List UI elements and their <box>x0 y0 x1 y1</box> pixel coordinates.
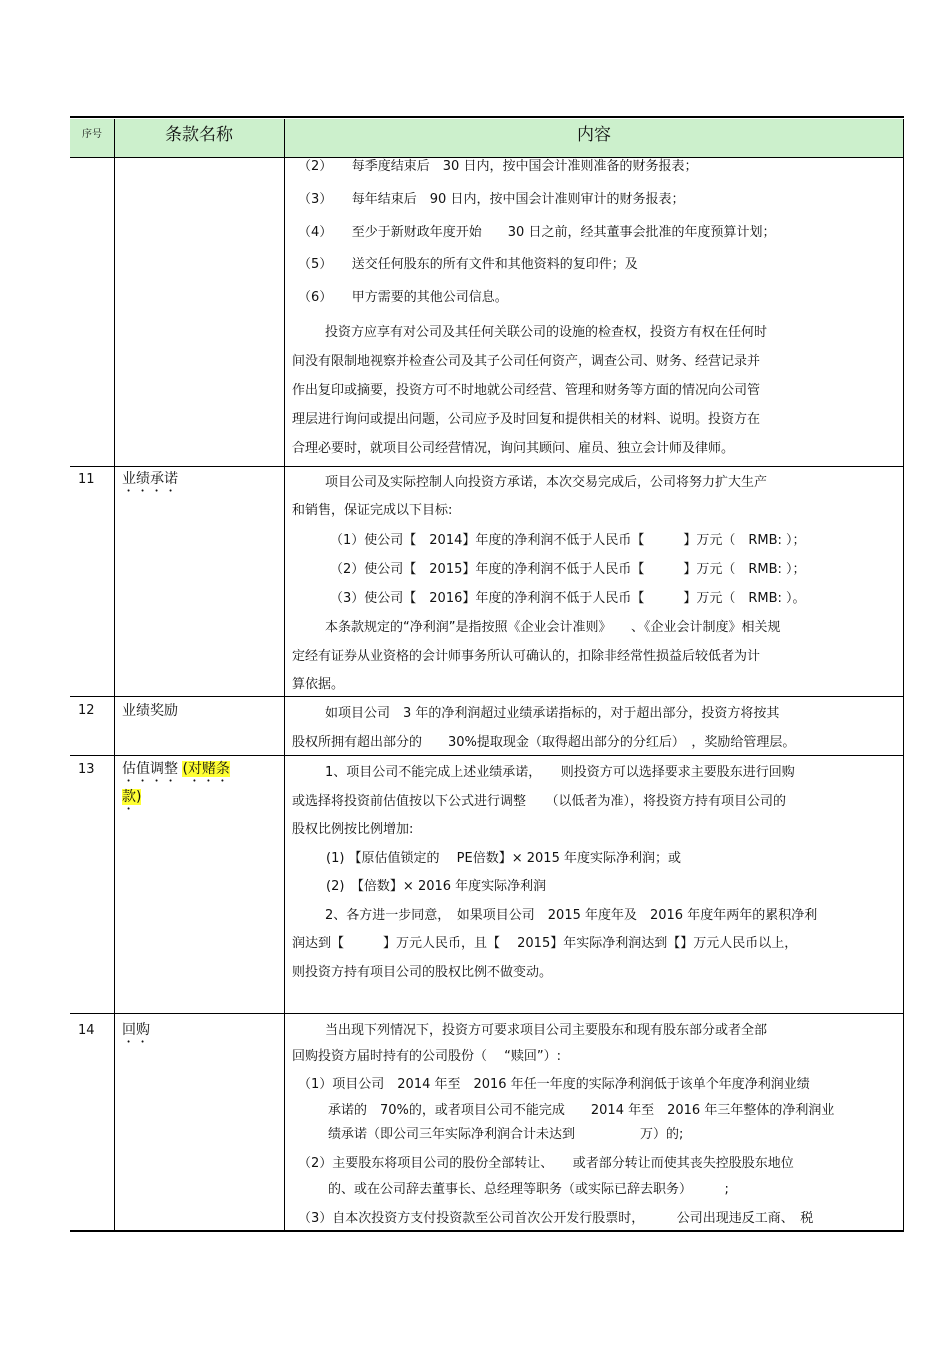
content-line: 投资方应享有对公司及其任何关联公司的设施的检查权，投资方有权在任何时 <box>325 325 768 340</box>
clause-name-highlight: 款) <box>122 789 142 805</box>
content-line: 股权所拥有超出部分的 30%提取现金（取得超出部分的分红后） ，奖励给管理层。 <box>292 735 796 750</box>
content-line: 当出现下列情况下，投资方可要求项目公司主要股东和现有股东部分或者全部 <box>325 1023 768 1038</box>
content-line: （3） 每年结束后 90 日内，按中国会计准则审计的财务报表； <box>298 192 685 207</box>
content-line: （5） 送交任何股东的所有文件和其他资料的复印件；及 <box>298 257 638 272</box>
content-line: 理层进行询问或提出问题，公司应予及时回复和提供相关的材料、说明。投资方在 <box>292 412 761 427</box>
row-divider <box>70 696 904 697</box>
row-number: 14 <box>78 1023 95 1038</box>
content-line: 2、各方进一步同意， 如果项目公司 2015 年度年及 2016 年度年两年的累积净利 <box>325 908 818 923</box>
content-line: 定经有证券从业资格的会计师事务所认可确认的，扣除非经常性损益后较低者为计 <box>292 649 761 664</box>
row-number: 13 <box>78 762 95 777</box>
row-divider <box>70 1013 904 1014</box>
content-line: 或选择将投资前估值按以下公式进行调整 （以低者为准），将投资方持有项目公司的 <box>292 794 787 809</box>
content-line: （4） 至少于新财政年度开始 30 日之前，经其董事会批准的年度预算计划； <box>298 225 776 240</box>
content-line: 润达到【 】万元人民币，且【 2015】年实际净利润达到【】万元人民币以上， <box>292 936 798 951</box>
header-clause-name: 条款名称 <box>165 125 233 145</box>
clause-name <box>122 760 230 785</box>
row-number: 12 <box>78 703 95 718</box>
clause-name-text: 估值调整 <box>122 761 178 777</box>
clause-name-continued <box>122 788 141 813</box>
content-line: 股权比例按比例增加: <box>292 822 414 837</box>
header-content: 内容 <box>577 125 611 145</box>
clause-name-highlight: (对赌条 <box>182 761 230 777</box>
column-divider <box>114 119 115 1230</box>
content-line: 合理必要时，就项目公司经营情况，询问其顾问、雇员、独立会计师及律师。 <box>292 441 735 456</box>
clause-name: 业绩奖励 <box>122 703 178 719</box>
content-line: （3）自本次投资方支付投资款至公司首次公开发行股票时， 公司出现违反工商、 税 <box>298 1211 814 1226</box>
content-line: (2) 【倍数】× 2016 年度实际净利润 <box>326 879 547 894</box>
content-line: （3）使公司【 2016】年度的净利润不低于人民币【 】万元（ RMB: ）。 <box>330 591 806 606</box>
content-line: 和销售，保证完成以下目标: <box>292 503 453 518</box>
header-number: 序号 <box>82 129 102 140</box>
content-line: 本条款规定的“净利润”是指按照《企业会计准则》 、《企业会计制度》相关规 <box>325 620 781 635</box>
table-top-border <box>70 116 904 118</box>
content-line: 则投资方持有项目公司的股权比例不做变动。 <box>292 965 553 980</box>
column-divider <box>284 119 285 1230</box>
table-right-border <box>903 119 904 1230</box>
content-line: （6） 甲方需要的其他公司信息。 <box>298 290 508 305</box>
content-line: 间没有限制地视察并检查公司及其子公司任何资产，调查公司、财务、经营记录并 <box>292 354 761 369</box>
content-line: 1、项目公司不能完成上述业绩承诺， 则投资方可以选择要求主要股东进行回购 <box>325 765 795 780</box>
content-line: 算依据。 <box>292 677 345 692</box>
content-line: 项目公司及实际控制人向投资方承诺，本次交易完成后，公司将努力扩大生产 <box>325 475 768 490</box>
content-line: （2）使公司【 2015】年度的净利润不低于人民币【 】万元（ RMB: ）； <box>330 562 806 577</box>
table-bottom-border <box>70 1230 904 1232</box>
content-line: （1）使公司【 2014】年度的净利润不低于人民币【 】万元（ RMB: ）； <box>330 533 806 548</box>
content-line: 的、或在公司辞去董事长、总经理等职务（或实际已辞去职务） ; <box>328 1182 729 1197</box>
content-line: （1）项目公司 2014 年至 2016 年任一年度的实际净利润低于该单个年度净利润业绩 <box>298 1077 810 1092</box>
content-line: 回购投资方届时持有的公司股份（ “赎回”）: <box>292 1049 561 1064</box>
content-line: (1) 【原估值锁定的 PE倍数】× 2015 年度实际净利润；或 <box>326 851 681 866</box>
clause-name: 业绩承诺 <box>122 471 178 487</box>
row-divider <box>70 466 904 467</box>
row-divider <box>70 755 904 756</box>
clause-name: 回购 <box>122 1022 150 1038</box>
row-number: 11 <box>78 472 95 487</box>
content-line: 作出复印或摘要，投资方可不时地就公司经营、管理和财务等方面的情况向公司管 <box>292 383 761 398</box>
content-line: 绩承诺（即公司三年实际净利润合计未达到 万）的; <box>328 1127 684 1142</box>
content-line: 如项目公司 3 年的净利润超过业绩承诺指标的，对于超出部分，投资方将按其 <box>325 706 780 721</box>
content-line: （2）主要股东将项目公司的股份全部转让、 或者部分转让而使其丧失控股股东地位 <box>298 1156 794 1171</box>
content-line: 承诺的 70%的，或者项目公司不能完成 2014 年至 2016 年三年整体的净利润业 <box>328 1103 835 1118</box>
content-line: （2） 每季度结束后 30 日内，按中国会计准则准备的财务报表； <box>298 159 698 174</box>
